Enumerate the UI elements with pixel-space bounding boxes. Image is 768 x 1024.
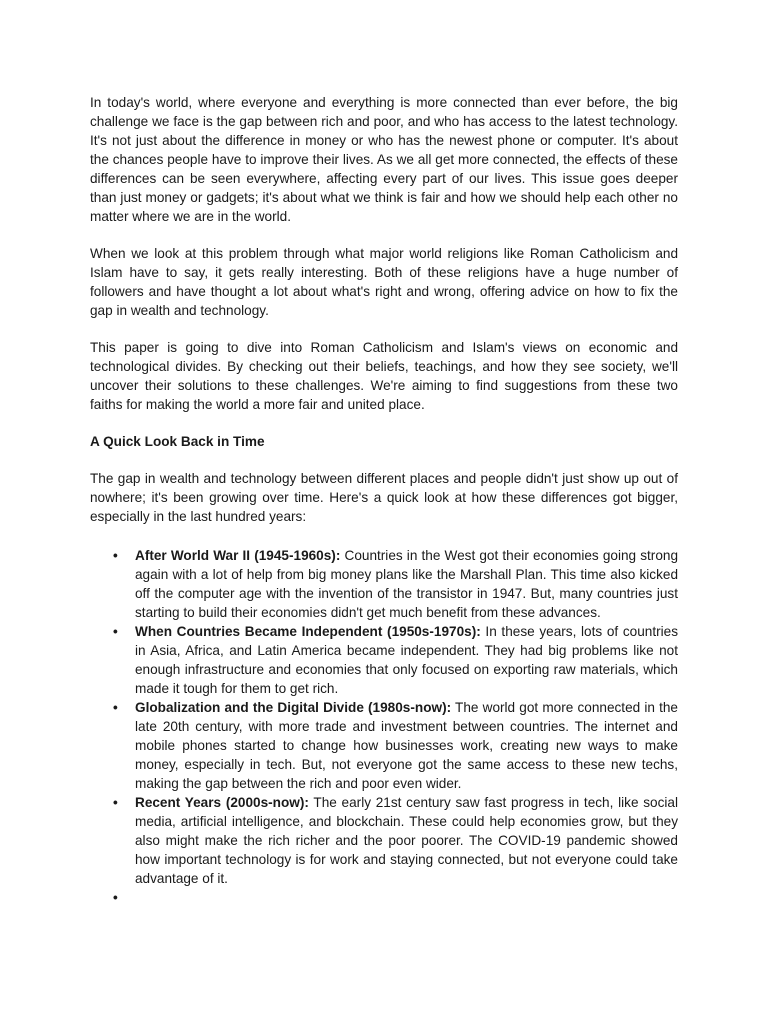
intro-paragraph-2: When we look at this problem through what major world religions like Roman Catholicism and Islam have to say, it gets really interesting. Both of these religions have a huge number of followers and have thought a lot about what's right and wrong, offering advice on how to fix the gap in wealth and technology. [90,246,678,318]
list-item [90,622,678,698]
bullet-icon: • [113,624,118,639]
bullet-title: When Countries Became Independent (1950s-1970s): [135,624,481,639]
bullet-icon: • [113,548,118,563]
bullet-text: Countries in the West got their economies going strong again with a lot of help from big money plans like the Marshall Plan. This time also kicked off the computer age with the invention of the transistor in 1947. But, many countries just starting to build their economies didn't get much benefit from these advances. [135,548,678,620]
list-item-empty [90,888,678,907]
intro-paragraph-1: In today's world, where everyone and everything is more connected than ever before, the big challenge we face is the gap between rich and poor, and who has access to the latest technology. It's not just about the difference in money or who has the newest phone or computer. It's about the chances people have to improve their lives. As we all get more connected, the effects of these differences can be seen everywhere, affecting every part of our lives. This issue goes deeper than just money or gadgets; it's about what we think is fair and how we should help each other no matter where we are in the world. [90,95,678,224]
document-page [90,93,678,907]
history-bullet-list [90,546,678,907]
bullet-text: The early 21st century saw fast progress in tech, like social media, artificial intelligence, and blockchain. These could help economies grow, but they also might make the rich richer and the poor poorer. The COVID-19 pandemic showed how important technology is for work and staying connected, but not everyone could take advantage of it. [135,795,679,886]
bullet-icon: • [113,795,118,810]
bullet-text: The world got more connected in the late 20th century, with more trade and investment between countries. The internet and mobile phones started to change how businesses work, creating new ways to make money, especially in tech. But, not everyone got the same access to these new techs, making the gap between the rich and poor even wider. [135,700,678,791]
list-item [90,793,678,888]
list-item [90,698,678,793]
bullet-title: After World War II (1945-1960s): [135,548,341,563]
list-item [90,546,678,622]
bullet-text: In these years, lots of countries in Asia, Africa, and Latin America became independent. They had big problems like not enough infrastructure and economies that only focused on exporting raw materials, which made it tough for them to get rich. [135,624,679,696]
bullet-icon: • [113,700,118,715]
bullet-icon: • [113,890,118,905]
bullet-title: Globalization and the Digital Divide (1980s-now): [135,700,452,715]
bullet-title: Recent Years (2000s-now): [135,795,309,810]
section-heading: A Quick Look Back in Time [90,434,265,449]
section-intro-paragraph: The gap in wealth and technology between different places and people didn't just show up out of nowhere; it's been growing over time. Here's a quick look at how these differences got bigger, especially in the last hundred years: [90,471,678,524]
intro-paragraph-3: This paper is going to dive into Roman Catholicism and Islam's views on economic and technological divides. By checking out their beliefs, teachings, and how they see society, we'll uncover their solutions to these challenges. We're aiming to find suggestions from these two faiths for making the world a more fair and united place. [90,340,678,412]
